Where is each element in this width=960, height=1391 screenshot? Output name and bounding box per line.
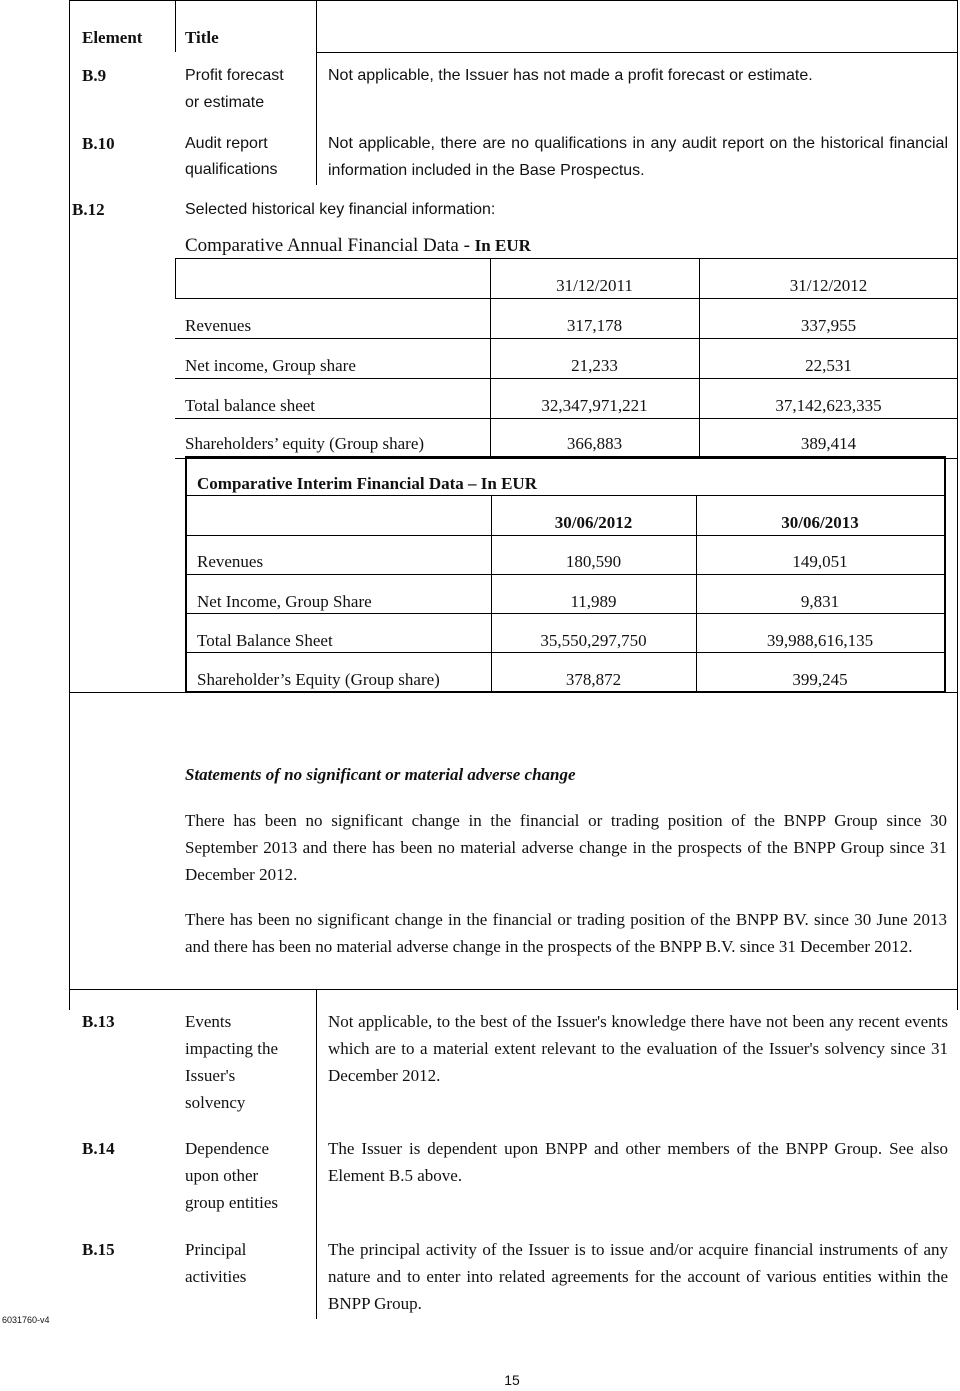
element-text-b13: Not applicable, to the best of the Issuer's knowledge there have not been any recent events which are to a material extent relevant to the evaluation of the Issuer's solvency since 31 December 2012. xyxy=(328,1012,948,1085)
row-label: Total Balance Sheet xyxy=(197,631,333,650)
row-label: Revenues xyxy=(197,552,264,571)
element-title-b10-line1: Audit report xyxy=(185,135,268,152)
element-title-b13-line4: solvency xyxy=(185,1093,246,1112)
page-number: 15 xyxy=(504,1372,520,1388)
row-value-2013: 9,831 xyxy=(800,592,840,611)
statements-heading: Statements of no significant or material adverse change xyxy=(185,765,576,784)
annual-table-title xyxy=(185,232,531,259)
row-value-2012: 389,414 xyxy=(800,434,857,453)
row-value-2012: 37,142,623,335 xyxy=(775,396,882,415)
row-value-2013: 149,051 xyxy=(792,552,848,571)
row-value-2011: 21,233 xyxy=(571,356,618,375)
row-value-2012: 378,872 xyxy=(565,670,622,689)
b12-section-rule xyxy=(69,692,958,693)
interim-title-row xyxy=(185,464,946,504)
row-label: Net Income, Group Share xyxy=(197,592,372,611)
row-value-2011: 366,883 xyxy=(566,434,623,453)
annual-table-title-main: Comparative Annual Financial Data - xyxy=(185,235,475,256)
row-value-2013: 399,245 xyxy=(792,670,848,689)
lower-column-divider xyxy=(316,989,317,1319)
element-title-b14-line3: group entities xyxy=(185,1193,279,1212)
table-row xyxy=(175,306,958,346)
interim-table-title: Comparative Interim Financial Data – In EUR xyxy=(197,474,537,493)
table-row xyxy=(185,542,946,582)
element-title-b13-line3: Issuer's xyxy=(185,1066,236,1085)
header-column-divider xyxy=(175,0,176,52)
table-row xyxy=(175,346,958,386)
element-title-b14-line1: Dependence xyxy=(185,1139,270,1158)
column-header-title: Title xyxy=(185,28,219,47)
interim-header-row xyxy=(185,503,946,543)
b12-intro: Selected historical key financial information: xyxy=(185,201,496,218)
table-row xyxy=(185,660,946,700)
interim-col-2012: 30/06/2012 xyxy=(554,513,633,532)
element-title-b15-line1: Principal xyxy=(185,1240,247,1259)
element-title-b9-line1: Profit forecast xyxy=(185,67,284,84)
row-label: Shareholders’ equity (Group share) xyxy=(185,434,425,453)
row-value-2011: 317,178 xyxy=(566,316,623,335)
row-label: Shareholder’s Equity (Group share) xyxy=(197,670,440,689)
row-value-2012: 22,531 xyxy=(805,356,852,375)
element-id-b14: B.14 xyxy=(82,1139,115,1158)
row-value-2012: 180,590 xyxy=(565,552,622,571)
element-id-b10: B.10 xyxy=(82,134,115,153)
element-text-b15: The principal activity of the Issuer is to issue and/or acquire financial instruments of any nature and to enter into related agreements for the account of various entities within the BNPP Group. xyxy=(328,1240,948,1313)
annual-col-2011: 31/12/2011 xyxy=(556,276,633,295)
row-value-2012: 11,989 xyxy=(570,592,617,611)
annual-table-title-suffix: In EUR xyxy=(474,236,531,255)
element-text-b14: The Issuer is dependent upon BNPP and other members of the BNPP Group. See also Element B.5 above. xyxy=(328,1139,948,1185)
table-row xyxy=(185,582,946,622)
element-title-b10-line2: qualifications xyxy=(185,161,278,178)
element-title-b13-line2: impacting the xyxy=(185,1039,279,1058)
header-title-rule xyxy=(316,52,957,53)
element-title-b13-line1: Events xyxy=(185,1012,232,1031)
frame-left-line xyxy=(69,0,70,1010)
element-title-b9-line2: or estimate xyxy=(185,94,265,111)
row-value-2013: 39,988,616,135 xyxy=(766,631,874,650)
table-top-rule xyxy=(69,0,958,1)
statement-bnpp-bv: There has been no significant change in the financial or trading position of the BNPP BV. since 30 June 2013 and there has been no material adverse change in the prospects of the BNPP B.V. since 31 December 2012. xyxy=(185,910,947,956)
table-row xyxy=(185,621,946,661)
statement-bnpp-group: There has been no significant change in the financial or trading position of the BNPP Group since 30 September 2013 and there has been no material adverse change in the prospects of the BNPP Group since 31 December 2012. xyxy=(185,811,947,884)
annual-col-2012: 31/12/2012 xyxy=(789,276,868,295)
element-title-b15-line2: activities xyxy=(185,1267,247,1286)
element-title-b14-line2: upon other xyxy=(185,1166,259,1185)
row-label: Total balance sheet xyxy=(185,396,316,415)
element-id-b12: B.12 xyxy=(72,200,105,219)
interim-col-2013: 30/06/2013 xyxy=(781,513,859,532)
element-id-b9: B.9 xyxy=(82,66,107,85)
element-id-b15: B.15 xyxy=(82,1240,115,1259)
row-value-2012: 337,955 xyxy=(800,316,857,335)
document-reference: 6031760-v4 xyxy=(2,1315,50,1325)
top-column-divider xyxy=(316,0,317,185)
frame-right-line xyxy=(957,0,958,1010)
element-id-b13: B.13 xyxy=(82,1012,115,1031)
row-value-2012: 35,550,297,750 xyxy=(540,631,647,650)
row-label: Net income, Group share xyxy=(185,356,356,375)
lower-section-rule xyxy=(69,989,958,990)
element-text-b9: Not applicable, the Issuer has not made a profit forecast or estimate. xyxy=(328,67,813,84)
column-header-element: Element xyxy=(82,28,143,47)
annual-financial-table xyxy=(175,258,958,458)
annual-header-row xyxy=(175,266,958,306)
interim-financial-table xyxy=(185,456,946,692)
element-text-b10: Not applicable, there are no qualifications in any audit report on the historical financial information included in the Base Prospectus. xyxy=(328,135,948,179)
row-label: Revenues xyxy=(185,316,252,335)
row-value-2011: 32,347,971,221 xyxy=(541,396,648,415)
table-row xyxy=(175,386,958,426)
